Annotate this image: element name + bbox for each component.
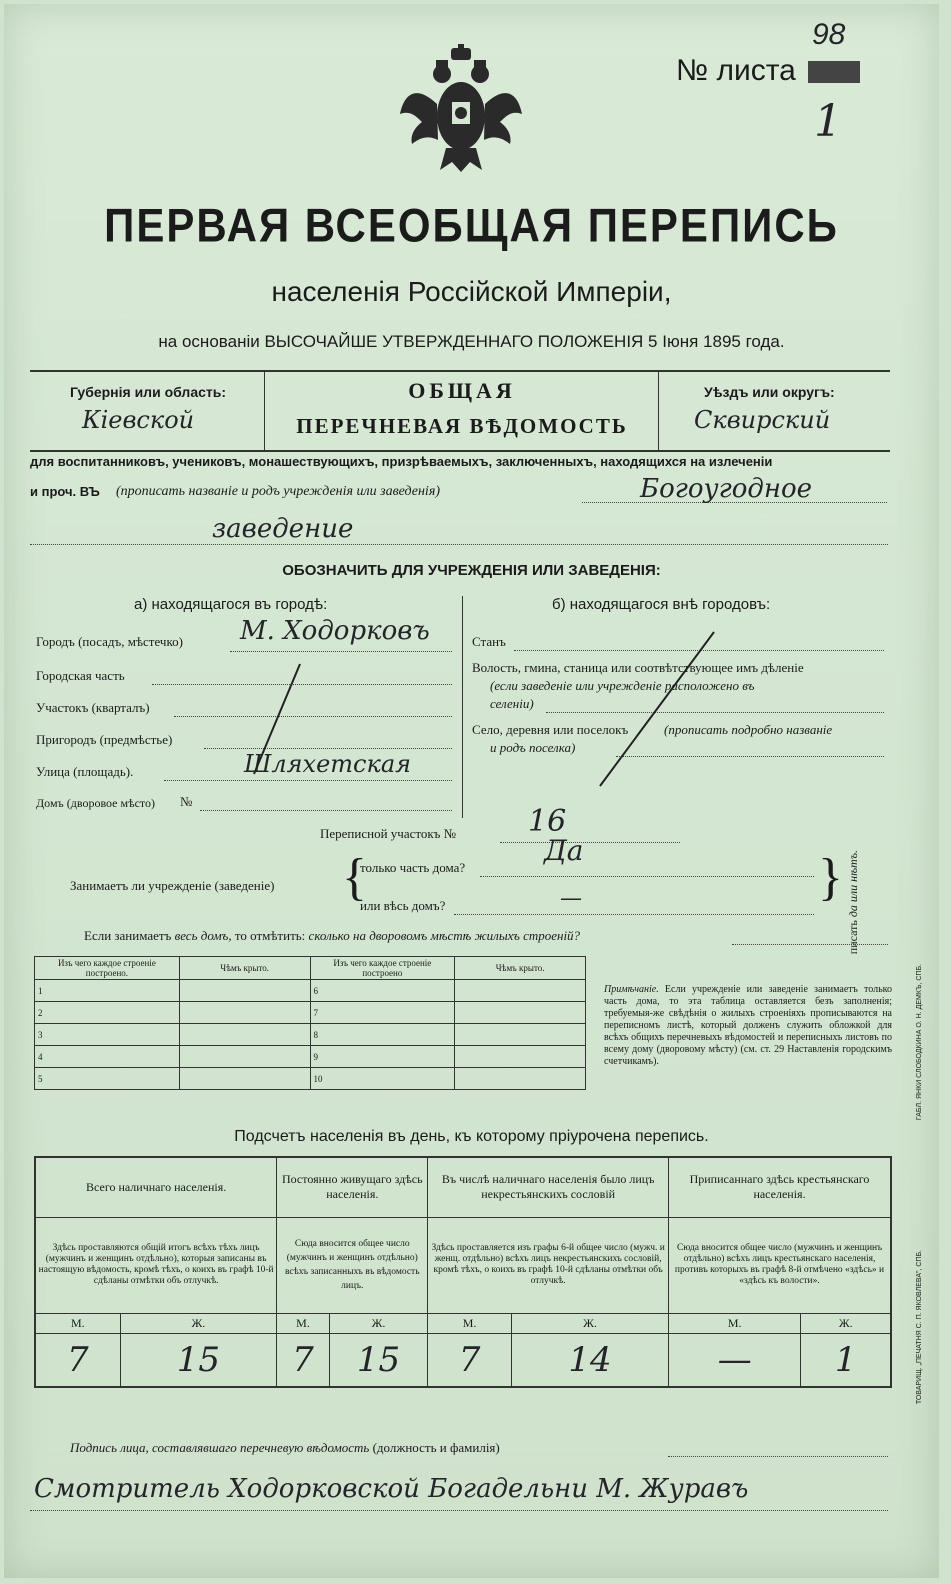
- suburb-label: Пригородъ (предмѣстье): [36, 732, 173, 747]
- zh-header: Ж.: [801, 1313, 891, 1333]
- whole-house-line: Если занимаетъ весь домъ, то отмѣтить: сколько на дворовомъ мѣстѣ жилыхъ строеній?: [84, 928, 581, 943]
- volost-italic2: селеніи): [490, 696, 534, 711]
- count-col-desc-3: Здѣсь проставляется изъ графы 6-й общее число (мужч. и женщ. отдѣльно) всѣхъ лицъ некрестьянскихъ сословій, кромѣ тѣхъ, о коихъ въ графѣ 10-й сдѣланы отмѣтки объ отлучкѣ.: [428, 1217, 669, 1313]
- institution-value-2: заведение: [212, 514, 354, 544]
- table-note: Примѣчаніе. Если учрежденіе или заведеніе занимаетъ только часть дома, то эта таблица оставляется безъ заполненія; требуемыя-же свѣдѣнія о жилыхъ строеніяхъ прописываются на переписномъ листѣ, который долженъ служить обложкой для всѣхъ общихъ перечневыхъ вѣдомостей и переписныхъ листовъ по всему дому (дворовому мѣсту) (см. ст. 29 Наставленія городскимъ счетчикамъ).: [604, 984, 892, 1067]
- count-col-head-3: Въ числѣ наличнаго населенія было лицъ некрестьянскихъ сословій: [428, 1157, 669, 1217]
- selo-label: Село, деревня или поселокъ: [472, 722, 629, 737]
- city-value: М. Ходорковъ: [240, 616, 430, 646]
- buildings-col-material-2: Изъ чего каждое строеніе построено: [310, 957, 455, 980]
- count-value: 1: [801, 1333, 891, 1387]
- m-header: М.: [428, 1313, 512, 1333]
- signature-label: Подпись лица, составлявшаго перечневую вѣдомость (должность и фамилія): [70, 1440, 500, 1455]
- uezd-value: Сквирский: [694, 406, 831, 434]
- form-basis: на основаніи ВЫСОЧАЙШЕ УТВЕРЖДЕННАГО ПОЛОЖЕНІЯ 5 Іюня 1895 года.: [158, 332, 785, 351]
- zh-header: Ж.: [329, 1313, 428, 1333]
- occupies-side-note: писать да или нѣтъ.: [846, 850, 860, 955]
- count-col-desc-2: Сюда вносится общее число (мужчинъ и женщинъ отдѣльно) всѣхъ записанныхъ въ вѣдомость лицъ.: [277, 1217, 428, 1313]
- form-subtitle: населенія Россійской Имперіи,: [271, 276, 672, 307]
- zh-header: Ж.: [511, 1313, 668, 1333]
- guberniya-value: Кiевской: [82, 406, 195, 434]
- institution-value: Богоугодное: [640, 474, 813, 504]
- volost-italic1: (если заведеніе или учрежденіе расположено въ: [490, 678, 755, 693]
- count-col-desc-4: Сюда вносится общее число (мужчинъ и женщинъ отдѣльно) всѣхъ лицъ крестьянскаго населенія, противъ которыхъ въ графѣ 8-й отмѣчено «здѣсь» и «здѣсь къ волости».: [669, 1217, 891, 1313]
- sheet-number-handwritten: 1: [814, 96, 842, 147]
- m-header: М.: [669, 1313, 801, 1333]
- stan-label: Станъ: [472, 634, 506, 649]
- street-label: Улица (площадь).: [36, 764, 134, 779]
- count-col-desc-1: Здѣсь проставляются общій итогъ всѣхъ тѣхъ лицъ (мужчинъ и женщинъ отдѣльно), которыя записаны въ настоящую вѣдомость, кромѣ тѣхъ, о коихъ въ графѣ 10-й сдѣланы отмѣтки объ отлучкѣ.: [35, 1217, 277, 1313]
- occupies-option2-value: —: [560, 886, 582, 911]
- table-row: 1 6: [35, 980, 586, 1002]
- designate-heading: ОБОЗНАЧИТЬ ДЛЯ УЧРЕЖДЕНІЯ ИЛИ ЗАВЕДЕНІЯ:: [282, 562, 661, 579]
- house-label: Домъ (дворовое мѣсто): [36, 796, 156, 810]
- form-title: ПЕРВАЯ ВСЕОБЩАЯ ПЕРЕПИСЬ: [104, 199, 839, 252]
- uezd-label: Уѣздъ или округъ:: [704, 384, 835, 400]
- guberniya-label: Губернія или область:: [70, 384, 227, 400]
- table-row: 2 7: [35, 1002, 586, 1024]
- population-count-table: [34, 1156, 892, 1388]
- census-area-label: Переписной участокъ №: [320, 826, 457, 841]
- signature-value: Смотритель Ходорковской Богадельни М. Журавъ: [34, 1474, 749, 1504]
- sheet-number-label: № листа: [676, 54, 860, 88]
- volost-label: Волость, гмина, станица или соотвѣтствующее имъ дѣленіе: [472, 660, 804, 675]
- box-title-line1: ОБЩАЯ: [408, 378, 516, 403]
- printer-mark-2: ТОВАРИЩ. „ПЕЧАТНЯ С. П. ЯКОВЛЕВА", СПБ.: [916, 1250, 923, 1405]
- buildings-col-roof-1: Чѣмъ крыто.: [179, 957, 310, 980]
- count-value: 14: [511, 1333, 668, 1387]
- count-value: 7: [428, 1333, 512, 1387]
- printer-mark-1: ГАБЛ. ЯНКИ СЛОБОДКИНА О. Н. ДЕМКЪ, СПБ.: [916, 964, 923, 1121]
- census-form-sheet: 98 № листа 1 ПЕРВАЯ ВСЕОБЩАЯ ПЕРЕПИСЬ населенія Россійской Имперіи, на основаніи ВЫСОЧАЙШЕ УТВЕРЖДЕННАГО ПОЛОЖЕНІЯ 5 Іюня 1895 года. Губернія или область: Кiевской ОБЩАЯ ПЕРЕЧНЕВАЯ ВѢДОМОСТЬ Уѣздъ или округъ: Сквирский для воспитанниковъ, учениковъ, монашествующихъ, призрѣваемыхъ, заключенныхъ, находящихся на излеченіи и проч. ВЪ (прописать названіе и родъ учрежденія или заведенія) Богоугодное заведение ОБОЗНАЧИТЬ ДЛЯ УЧРЕЖДЕНІЯ ИЛИ ЗАВЕДЕНІЯ: а) находящагося въ городѣ: б) находящагося внѣ городовъ: Городъ (посадъ, мѣстечко) М. Ходорковъ Городская часть Участокъ (кварталъ) Пригородъ (предмѣстье) Улица (площадь). Шляхетская Домъ (дворовое мѣсто) № Станъ Волость, гмина, станица или соотвѣтствующее имъ дѣленіе (если заведеніе или учрежденіе расположено въ селеніи) Село, деревня или поселокъ (прописать подробно названіе и родъ поселка) Переписной участокъ № 16 Занимаетъ ли учрежденіе (заведеніе) { } только часть дома? Да или вѣсь домъ? — писать да или нѣтъ. Если занимаетъ весь домъ, то отмѣтить: сколько на дворовомъ мѣстѣ жилыхъ строеній? Изъ чего каждое строеніе построено. Чѣмъ крыто. Изъ чего каждое строеніе построено Чѣмъ крыто. 1 6 2 7 3 8 4 9 5 10 Примѣчаніе. Если учрежденіе или заведеніе занимаетъ только часть дома, то эта таблица оставляется безъ заполненія; требуемыя-же свѣдѣнія о жилыхъ строеніяхъ прописываются на переписномъ листѣ, который долженъ служить обложкой для всѣхъ общихъ перечневыхъ вѣдомостей и переписныхъ листовъ по всему дому (дворовому мѣсту) (см. ст. 29 Наставленія городскимъ счетчикамъ). Подсчетъ населенія въ день, къ которому пріурочена перепись. Всего наличнаго населенія. Постоянно живущаго здѣсь населенія. Въ числѣ наличнаго населенія было лицъ некрестьянскихъ сословій Приписаннаго здѣсь крестьянскаго населенія. Здѣсь проставляются общій итогъ всѣхъ тѣхъ лицъ (мужчинъ и женщинъ отдѣльно), которыя записаны въ настоящую вѣдомость, кромѣ тѣхъ, о коихъ въ графѣ 10-й сдѣланы отмѣтки объ отлучкѣ. Сюда вносится общее число (мужчинъ и женщинъ отдѣльно) всѣхъ записанныхъ въ вѣдомость лицъ. Здѣсь проставляется изъ графы 6-й общее число (мужч. и женщ. отдѣльно) всѣхъ лицъ некрестьянскихъ сословій, кромѣ тѣхъ, о коихъ въ графѣ 10-й сдѣланы отмѣтки объ отлучкѣ. Сюда вносится общее число (мужчинъ и женщинъ отдѣльно) всѣхъ лицъ крестьянскаго населенія, противъ которыхъ въ графѣ 8-й отмѣчено «здѣсь» и «здѣсь къ волости». М. Ж. М. Ж. М. Ж. М. Ж. 7 15 7 15 7 14 — 1 Подпись лица, составлявшаго перечневую вѣдомость (должность и фамилія) Смотритель Ходорковской Богадельни М. Журавъ ГАБЛ. ЯНКИ СЛОБОДКИНА О. Н. ДЕМКЪ, СПБ. ТОВАРИЩ. „ПЕЧАТНЯ С. П. ЯКОВЛЕВА", СПБ.: [4, 4, 939, 1578]
- m-header: М.: [35, 1313, 120, 1333]
- occupies-option1: только часть дома?: [360, 860, 466, 875]
- table-row: 3 8: [35, 1024, 586, 1046]
- sheet-number-handwritten-top: 98: [812, 18, 846, 51]
- city-label: Городъ (посадъ, мѣстечко): [36, 634, 183, 649]
- zh-header: Ж.: [120, 1313, 277, 1333]
- count-value: 15: [120, 1333, 277, 1387]
- intro-line1: для воспитанниковъ, учениковъ, монашествующихъ, призрѣваемыхъ, заключенныхъ, находящихся на излеченіи: [30, 454, 773, 469]
- table-row: 5 10: [35, 1068, 586, 1090]
- buildings-col-material-1: Изъ чего каждое строеніе построено.: [35, 957, 180, 980]
- buildings-table: [34, 956, 586, 1090]
- count-col-head-4: Приписаннаго здѣсь крестьянскаго населенія.: [669, 1157, 891, 1217]
- occupies-label: Занимаетъ ли учрежденіе (заведеніе): [70, 878, 275, 893]
- b-heading: б) находящагося внѣ городовъ:: [552, 596, 771, 613]
- house-number-sign: №: [180, 794, 193, 809]
- m-header: М.: [277, 1313, 329, 1333]
- occupies-option1-value: Да: [544, 834, 584, 867]
- count-col-head-1: Всего наличнаго населенія.: [35, 1157, 277, 1217]
- selo-italic2: и родъ поселка): [490, 740, 576, 755]
- count-value: 15: [329, 1333, 428, 1387]
- count-value: —: [669, 1333, 801, 1387]
- count-col-head-2: Постоянно живущаго здѣсь населенія.: [277, 1157, 428, 1217]
- street-value: Шляхетская: [244, 750, 412, 778]
- a-heading: а) находящагося въ городѣ:: [134, 596, 328, 613]
- occupies-option2: или вѣсь домъ?: [360, 898, 446, 913]
- intro-line2-italic: (прописать названіе и родъ учрежденія или заведенія): [116, 484, 440, 499]
- intro-line2-prefix: и проч. ВЪ: [30, 484, 100, 499]
- count-value: 7: [277, 1333, 329, 1387]
- census-area-value: 16: [528, 804, 567, 839]
- city-part-label: Городская часть: [36, 668, 125, 683]
- table-row: 4 9: [35, 1046, 586, 1068]
- count-value: 7: [35, 1333, 120, 1387]
- box-title-line2: ПЕРЕЧНЕВАЯ ВѢДОМОСТЬ: [296, 414, 628, 438]
- buildings-col-roof-2: Чѣмъ крыто.: [455, 957, 586, 980]
- selo-italic1: (прописать подробно названіе: [664, 722, 833, 737]
- count-heading: Подсчетъ населенія въ день, къ которому пріурочена перепись.: [234, 1128, 709, 1145]
- precinct-label: Участокъ (кварталъ): [36, 700, 150, 715]
